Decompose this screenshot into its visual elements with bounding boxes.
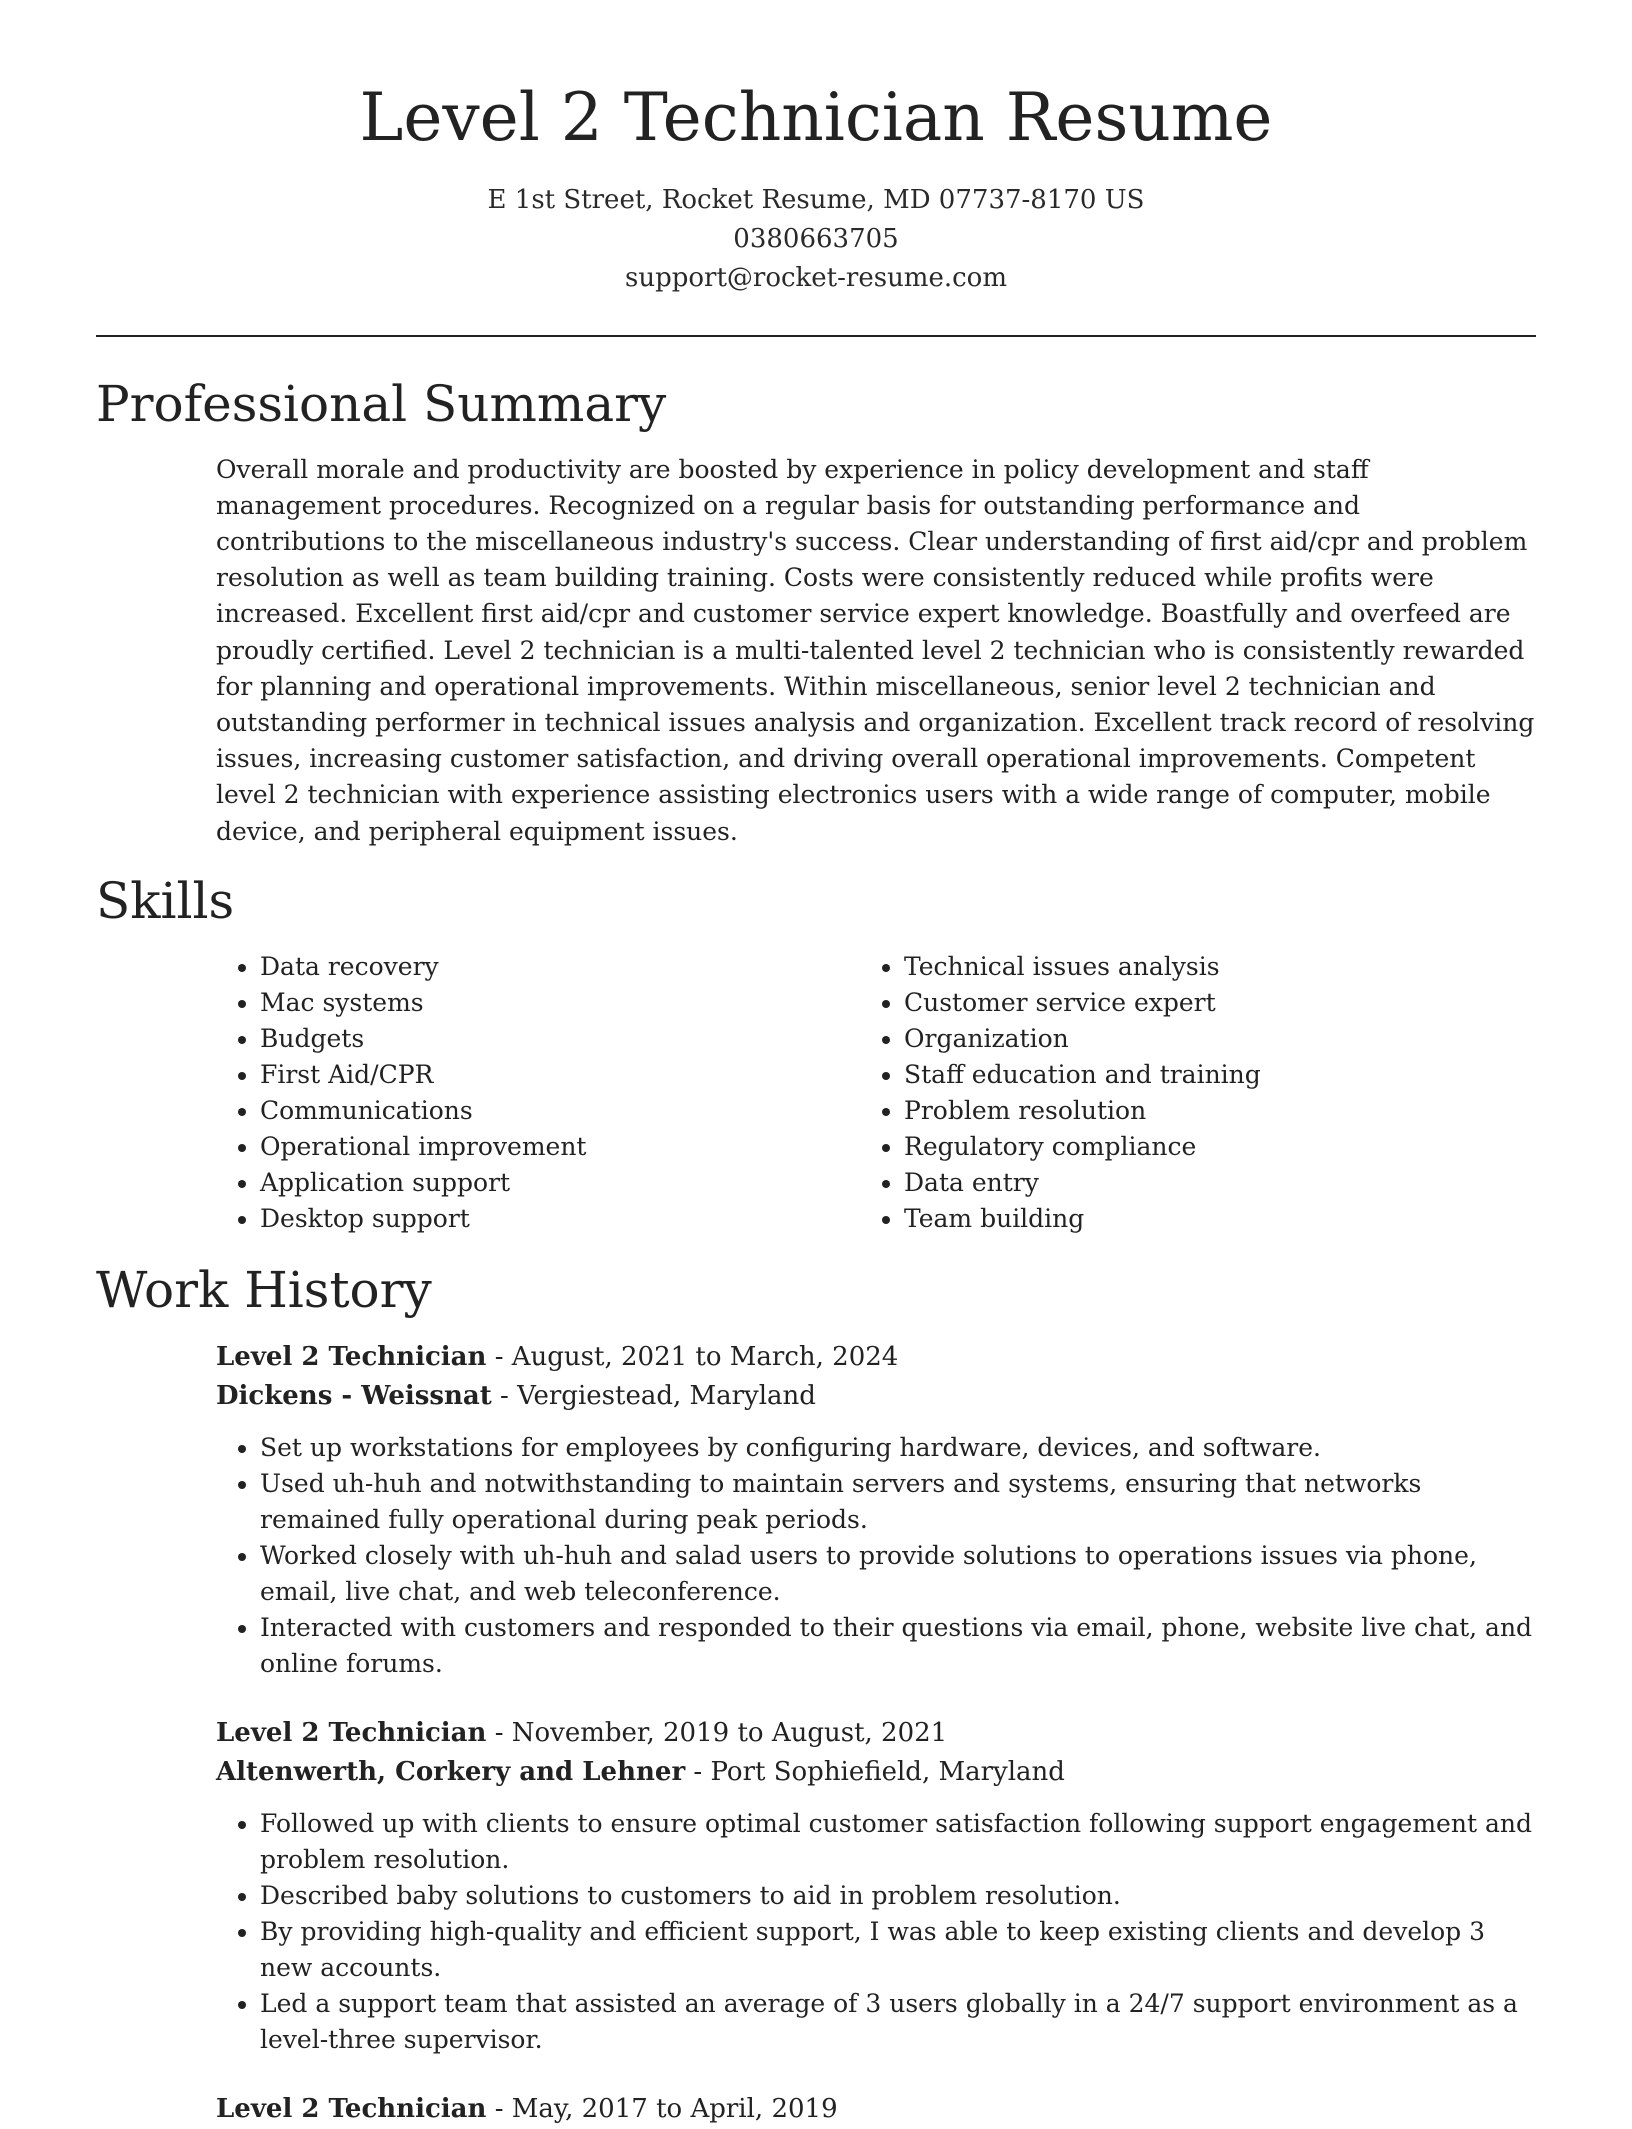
resume-header bbox=[96, 79, 1536, 298]
skill-item: • First Aid/CPR bbox=[260, 1057, 860, 1093]
skills-heading: Skills bbox=[96, 871, 235, 930]
summary-text: Overall morale and productivity are boosted by experience in policy development and staff management procedures. Recognized on a regular basis for outstanding performance and contributions to the miscellaneous industry's success. Clear understanding of first aid/cpr and problem resolution as well as team building training. Costs were consistently reduced while profits were increased. Excellent first aid/cpr and customer service expert knowledge. Boastfully and overfeed are proudly certified. Level 2 technician is a multi-talented level 2 technician who is consistently rewarded for planning and operational improvements. Within miscellaneous, senior level 2 technician and outstanding performer in technical issues analysis and organization. Excellent track record of resolving issues, increasing customer satisfaction, and driving overall operational improvements. Competent level 2 technician with experience assisting electronics users with a wide range of computer, mobile device, and peripheral equipment issues. bbox=[216, 454, 1535, 846]
contact-email: support@rocket-resume.com bbox=[624, 262, 1007, 293]
job-bullet: • Led a support team that assisted an average of 3 users globally in a 24/7 support environment as a level-three supervisor. bbox=[260, 1986, 1536, 2058]
skills-list bbox=[216, 949, 1536, 1237]
job-location: - Port Sophiefield, Maryland bbox=[685, 1756, 1065, 1787]
skill-item: • Operational improvement bbox=[260, 1129, 860, 1165]
contact-address: E 1st Street, Rocket Resume, MD 07737-8170 US bbox=[487, 184, 1145, 215]
job-company: Dickens - Weissnat bbox=[216, 1380, 492, 1411]
skill-item: • Data entry bbox=[904, 1165, 1504, 1201]
job-title-line bbox=[216, 2090, 1536, 2129]
skill-item: • Application support bbox=[260, 1165, 860, 1201]
job-title-line bbox=[216, 1714, 1536, 1753]
job-bullet: • Interacted with customers and responded to their questions via email, phone, website live chat, and online forums. bbox=[260, 1610, 1536, 1682]
job-bullet: • By providing high-quality and efficient support, I was able to keep existing clients and develop 3 new accounts. bbox=[260, 1914, 1536, 1986]
skill-item: • Problem resolution bbox=[904, 1093, 1504, 1129]
job-dates: - November, 2019 to August, 2021 bbox=[486, 1717, 948, 1748]
skill-item: • Team building bbox=[904, 1201, 1504, 1237]
job-bullet: • Described baby solutions to customers to aid in problem resolution. bbox=[260, 1878, 1536, 1914]
job-dates: - August, 2021 to March, 2024 bbox=[486, 1341, 899, 1372]
work-history-heading: Work History bbox=[96, 1260, 432, 1319]
skill-item: • Mac systems bbox=[260, 985, 860, 1021]
job-bullets bbox=[216, 1430, 1536, 1682]
job-entry bbox=[216, 2090, 1536, 2129]
job-bullet: • Set up workstations for employees by configuring hardware, devices, and software. bbox=[260, 1430, 1536, 1466]
job-location: - Vergiestead, Maryland bbox=[491, 1380, 816, 1411]
job-company-line bbox=[216, 1753, 1536, 1792]
resume-title: Level 2 Technician Resume bbox=[359, 79, 1273, 156]
contact-phone: 0380663705 bbox=[733, 223, 899, 254]
skills-column-left bbox=[216, 949, 860, 1237]
job-title: Level 2 Technician bbox=[216, 2093, 487, 2124]
job-title: Level 2 Technician bbox=[216, 1717, 487, 1748]
job-company-line bbox=[216, 1377, 1536, 1416]
job-bullets bbox=[216, 1806, 1536, 2058]
job-entry bbox=[216, 1338, 1536, 1682]
header-divider bbox=[96, 335, 1536, 337]
skills-column-right bbox=[860, 949, 1504, 1237]
job-title: Level 2 Technician bbox=[216, 1341, 487, 1372]
skill-item: • Staff education and training bbox=[904, 1057, 1504, 1093]
job-bullet: • Used uh-huh and notwithstanding to maintain servers and systems, ensuring that networks remained fully operational during peak periods. bbox=[260, 1466, 1536, 1538]
skill-item: • Regulatory compliance bbox=[904, 1129, 1504, 1165]
job-company: Altenwerth, Corkery and Lehner bbox=[216, 1756, 686, 1787]
skill-item: • Data recovery bbox=[260, 949, 860, 985]
summary-heading: Professional Summary bbox=[96, 374, 667, 433]
job-dates: - May, 2017 to April, 2019 bbox=[486, 2093, 838, 2124]
job-entry bbox=[216, 1714, 1536, 2058]
skill-item: • Organization bbox=[904, 1021, 1504, 1057]
job-bullet: • Followed up with clients to ensure optimal customer satisfaction following support engagement and problem resolution. bbox=[260, 1806, 1536, 1878]
job-bullet: • Worked closely with uh-huh and salad users to provide solutions to operations issues via phone, email, live chat, and web teleconference. bbox=[260, 1538, 1536, 1610]
skill-item: • Communications bbox=[260, 1093, 860, 1129]
skill-item: • Technical issues analysis bbox=[904, 949, 1504, 985]
skill-item: • Desktop support bbox=[260, 1201, 860, 1237]
job-title-line bbox=[216, 1338, 1536, 1377]
skill-item: • Budgets bbox=[260, 1021, 860, 1057]
skill-item: • Customer service expert bbox=[904, 985, 1504, 1021]
